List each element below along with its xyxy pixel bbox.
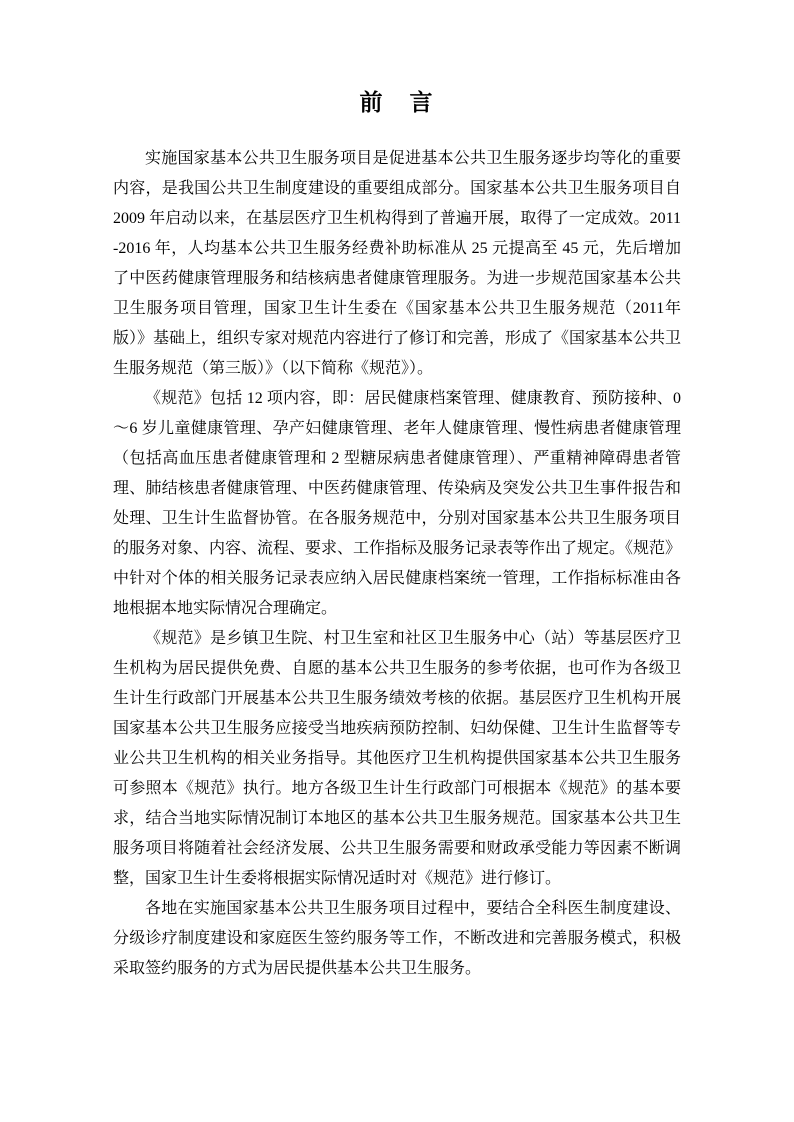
document-body [113,144,681,984]
paragraph-2: 《规范》包括 12 项内容，即：居民健康档案管理、健康教育、预防接种、0～6 岁儿童健康管理、孕产妇健康管理、老年人健康管理、慢性病患者健康管理（包括高血压患者健康管理和 2 型糖尿病患者健康管理）、严重精神障碍患者管理、肺结核患者健康管理、中医药健康管理、传染病及突发公共卫生事件报告和处理、卫生计生监督协管。在各服务规范中，分别对国家基本公共卫生服务项目的服务对象、内容、流程、要求、工作指标及服务记录表等作出了规定。《规范》中针对个体的相关服务记录表应纳入居民健康档案统一管理，工作指标标准由各地根据本地实际情况合理确定。 [113,389,682,617]
paragraph-1: 实施国家基本公共卫生服务项目是促进基本公共卫生服务逐步均等化的重要内容，是我国公共卫生制度建设的重要组成部分。国家基本公共卫生服务项目自 2009 年启动以来，在基层医疗卫生机构得到了普遍开展，取得了一定成效。2011-2016 年，人均基本公共卫生服务经费补助标准从 25 元提高至 45 元，先后增加了中医药健康管理服务和结核病患者健康管理服务。为进一步规范国家基本公共卫生服务项目管理，国家卫生计生委在《国家基本公共卫生服务规范（2011年版）》基础上，组织专家对规范内容进行了修订和完善，形成了《国家基本公共卫生服务规范（第三版）》（以下简称《规范》）。 [113,149,682,377]
paragraph-3: 《规范》是乡镇卫生院、村卫生室和社区卫生服务中心（站）等基层医疗卫生机构为居民提供免费、自愿的基本公共卫生服务的参考依据，也可作为各级卫生计生行政部门开展基本公共卫生服务绩效考核的依据。基层医疗卫生机构开展国家基本公共卫生服务应接受当地疾病预防控制、妇幼保健、卫生计生监督等专业公共卫生机构的相关业务指导。其他医疗卫生机构提供国家基本公共卫生服务可参照本《规范》执行。地方各级卫生计生行政部门可根据本《规范》的基本要求，结合当地实际情况制订本地区的基本公共卫生服务规范。国家基本公共卫生服务项目将随着社会经济发展、公共卫生服务需要和财政承受能力等因素不断调整，国家卫生计生委将根据实际情况适时对《规范》进行修订。 [113,629,681,887]
paragraph-4: 各地在实施国家基本公共卫生服务项目过程中，要结合全科医生制度建设、分级诊疗制度建设和家庭医生签约服务等工作，不断改进和完善服务模式，积极采取签约服务的方式为居民提供基本公共卫生服务。 [113,899,681,977]
document-title: 前 言 [359,90,435,115]
